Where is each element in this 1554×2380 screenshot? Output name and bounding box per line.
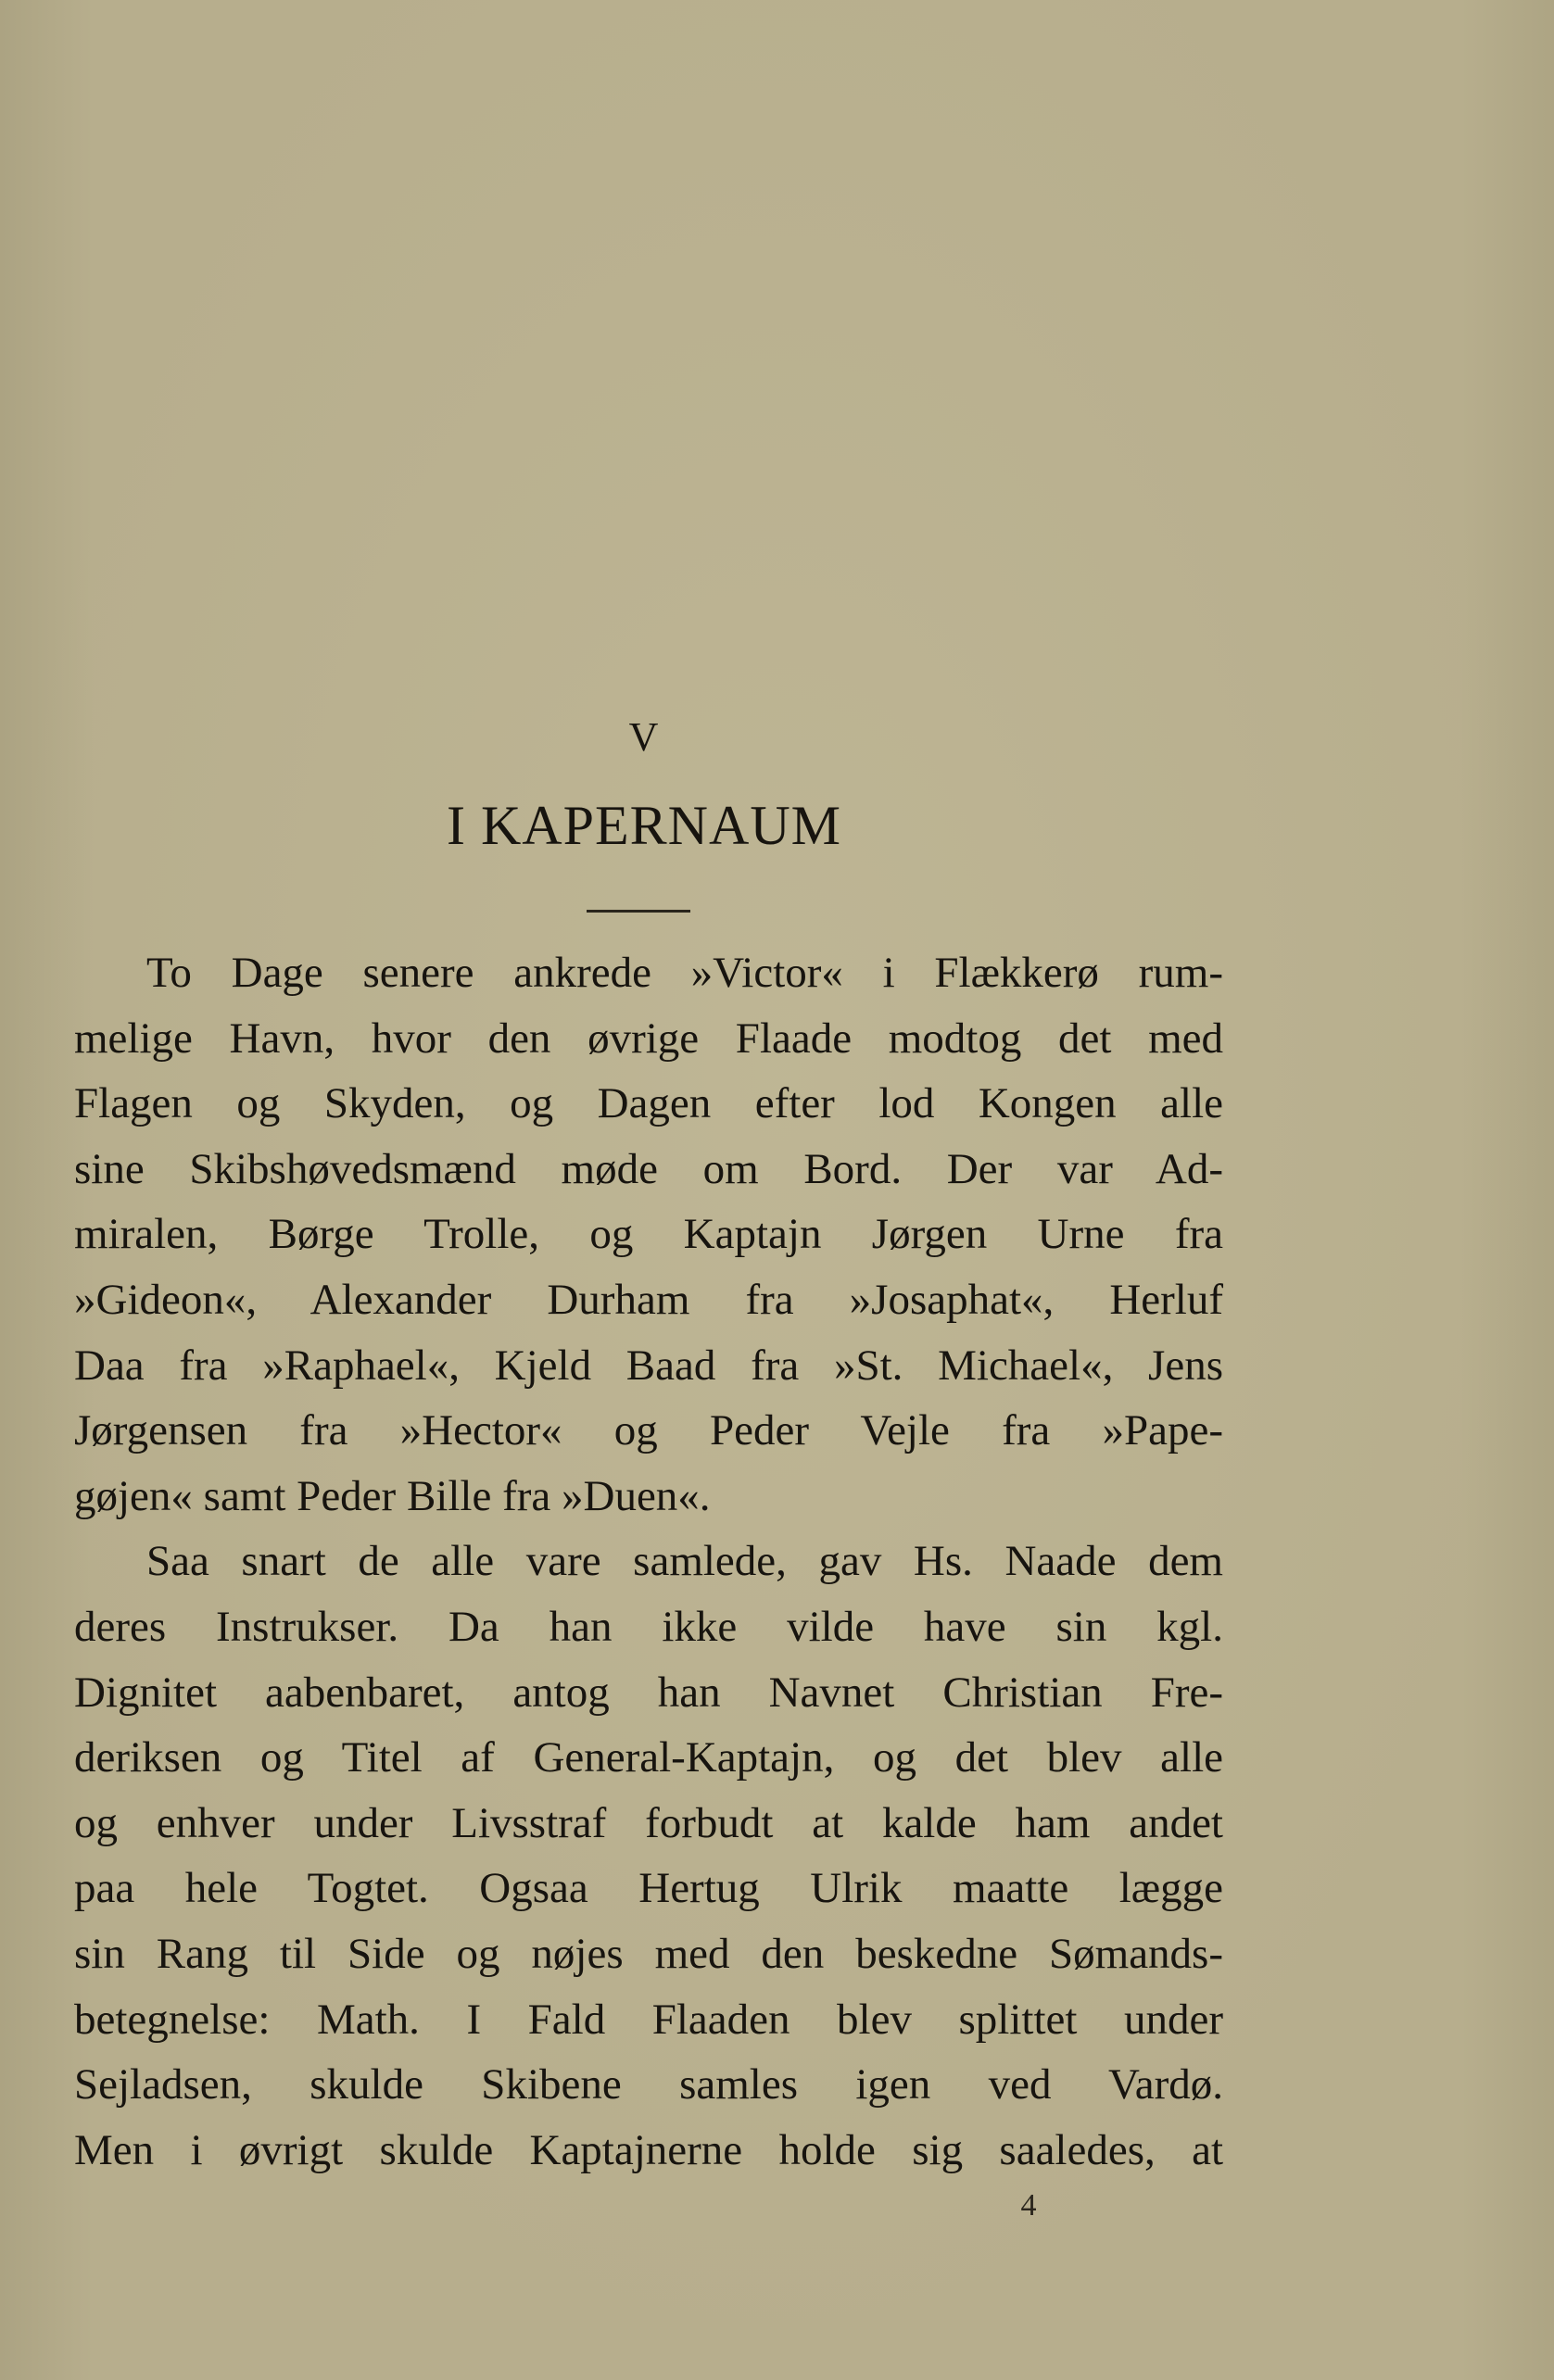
signature-mark: 4 bbox=[1020, 2188, 1037, 2223]
text-line: gøjen« samt Peder Bille fra »Duen«. bbox=[74, 1471, 711, 1520]
text-line: melige Havn, hvor den øvrige Flaade modtog det med bbox=[74, 1014, 1223, 1063]
body-text bbox=[74, 940, 1223, 2183]
text-line: og enhver under Livsstraf forbudt at kalde ham andet bbox=[74, 1798, 1223, 1847]
text-line: Daa fra »Raphael«, Kjeld Baad fra »St. Michael«, Jens bbox=[74, 1341, 1223, 1390]
text-line: Flagen og Skyden, og Dagen efter lod Kongen alle bbox=[74, 1079, 1223, 1128]
text-line: Saa snart de alle vare samlede, gav Hs. Naade dem bbox=[146, 1537, 1223, 1586]
text-line: Men i øvrigt skulde Kaptajnerne holde sig saaledes, at bbox=[74, 2125, 1223, 2174]
title-rule bbox=[587, 910, 690, 913]
text-line: sin Rang til Side og nøjes med den beskedne Sømands- bbox=[74, 1929, 1223, 1978]
text-line: sine Skibshøvedsmænd møde om Bord. Der var Ad- bbox=[74, 1144, 1223, 1193]
text-line: deres Instrukser. Da han ikke vilde have sin kgl. bbox=[74, 1602, 1223, 1651]
text-line: betegnelse: Math. I Fald Flaaden blev splittet under bbox=[74, 1995, 1223, 2044]
text-line: deriksen og Titel af General-Kaptajn, og det blev alle bbox=[74, 1733, 1223, 1782]
text-line: Sejladsen, skulde Skibene samles igen ved Vardø. bbox=[74, 2060, 1223, 2109]
chapter-title: I KAPERNAUM bbox=[446, 795, 842, 856]
chapter-number: V bbox=[628, 714, 660, 760]
text-line: Dignitet aabenbaret, antog han Navnet Christian Fre- bbox=[74, 1668, 1223, 1717]
text-line: paa hele Togtet. Ogsaa Hertug Ulrik maatte lægge bbox=[74, 1864, 1223, 1913]
text-line: Jørgensen fra »Hector« og Peder Vejle fra »Pape- bbox=[74, 1406, 1223, 1455]
text-line: miralen, Børge Trolle, og Kaptajn Jørgen Urne fra bbox=[74, 1210, 1223, 1259]
text-line: To Dage senere ankrede »Victor« i Flækkerø rum- bbox=[146, 949, 1223, 997]
text-line: »Gideon«, Alexander Durham fra »Josaphat«, Herluf bbox=[74, 1275, 1223, 1324]
